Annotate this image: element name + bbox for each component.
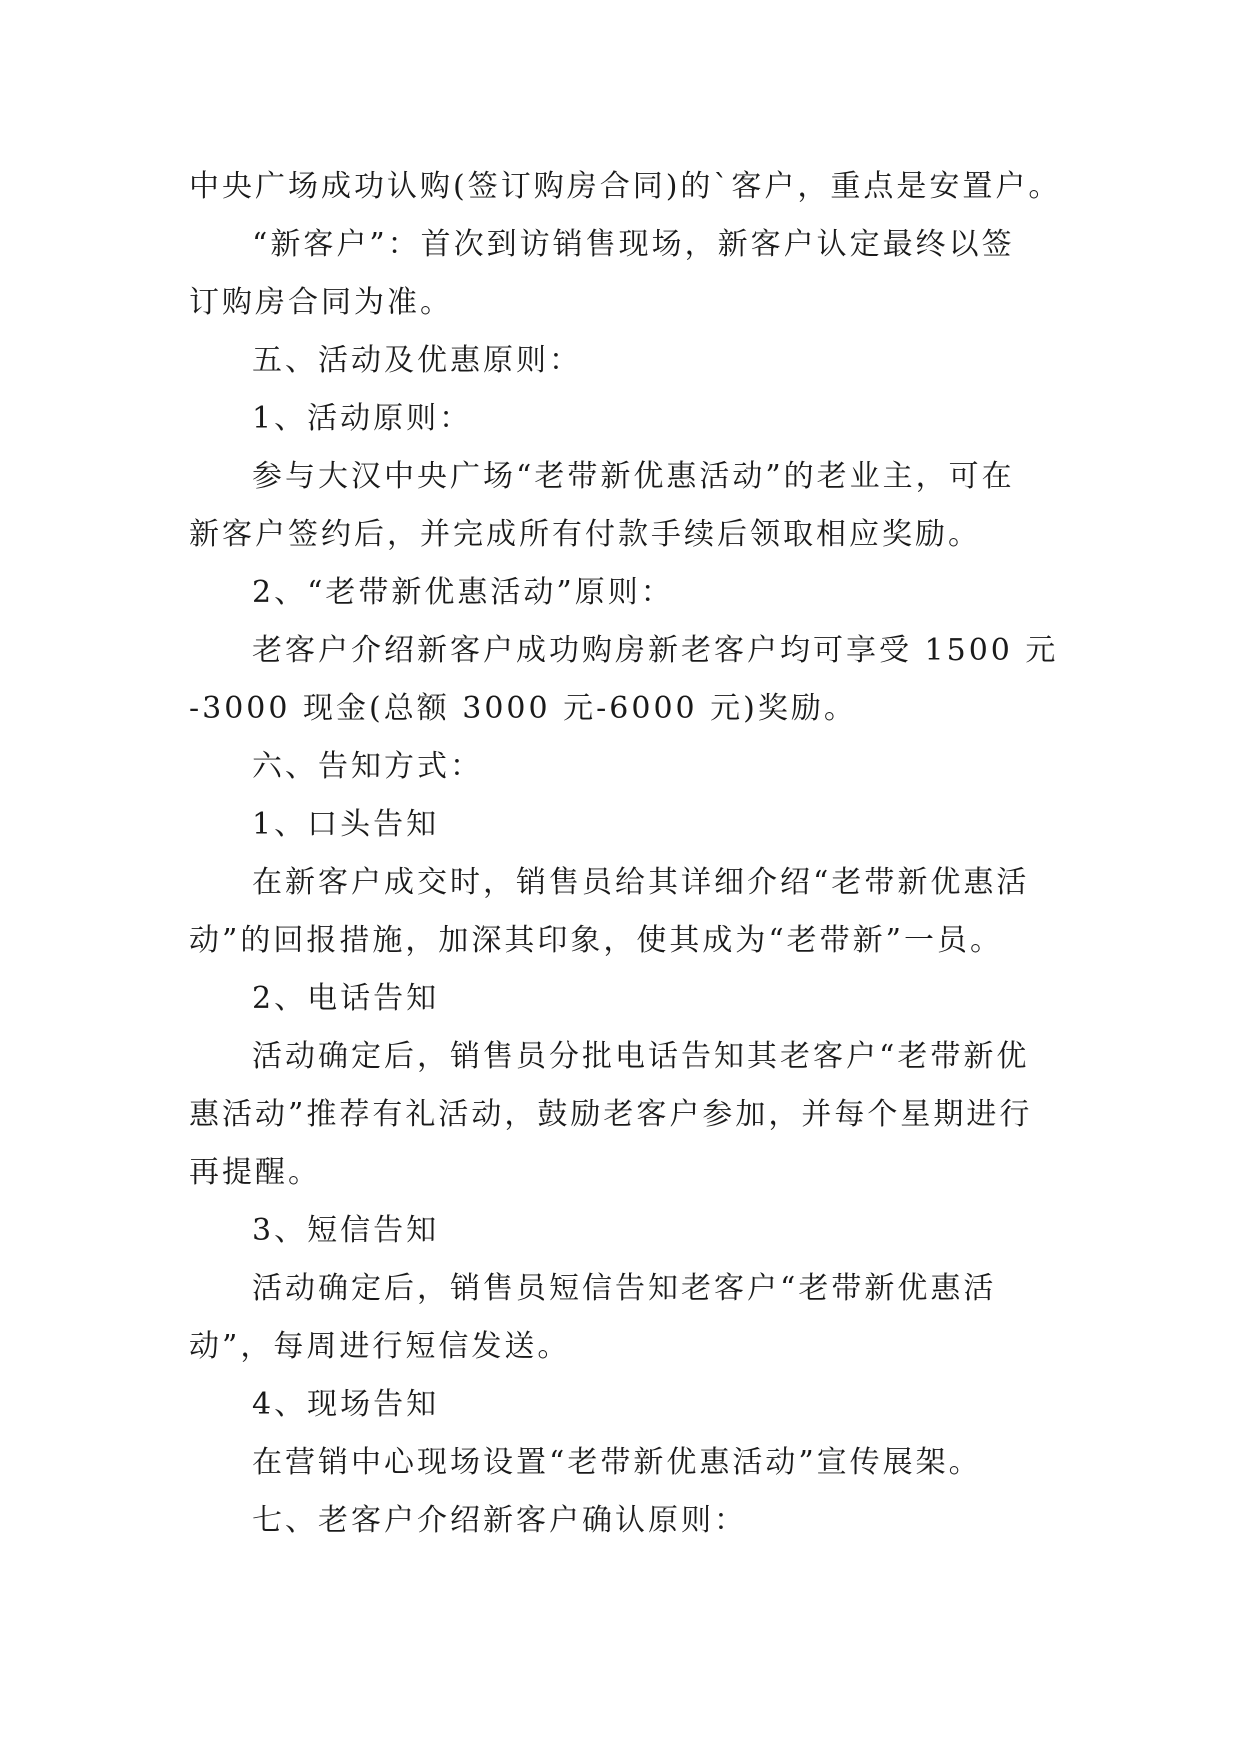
paragraph-line: 活动确定后，销售员短信告知老客户“老带新优惠活 xyxy=(252,1271,997,1306)
paragraph-line: 再提醒。 xyxy=(189,1155,321,1190)
subsection-heading: 1、活动原则： xyxy=(252,401,473,436)
paragraph-line: -3000 现金(总额 3000 元-6000 元)奖励。 xyxy=(189,691,857,726)
document-body xyxy=(189,158,1062,1550)
paragraph-line: 老客户介绍新客户成功购房新老客户均可享受 1500 元 xyxy=(252,633,1059,668)
paragraph-line: 惠活动”推荐有礼活动，鼓励老客户参加，并每个星期进行 xyxy=(189,1097,1033,1132)
subsection-heading: 3、短信告知 xyxy=(252,1213,440,1248)
paragraph-line: 新客户签约后，并完成所有付款手续后领取相应奖励。 xyxy=(189,517,981,552)
paragraph-line: 中央广场成功认购(签订购房合同)的`客户，重点是安置户。 xyxy=(189,169,1062,204)
subsection-heading: 2、“老带新优惠活动”原则： xyxy=(252,575,674,610)
paragraph-line: 在营销中心现场设置“老带新优惠活动”宣传展架。 xyxy=(252,1445,982,1480)
paragraph-line: 参与大汉中央广场“老带新优惠活动”的老业主，可在 xyxy=(252,459,1015,494)
section-heading: 七、老客户介绍新客户确认原则： xyxy=(252,1503,747,1538)
paragraph-line: 在新客户成交时，销售员给其详细介绍“老带新优惠活 xyxy=(252,865,1030,900)
subsection-heading: 2、电话告知 xyxy=(252,981,440,1016)
subsection-heading: 4、现场告知 xyxy=(252,1387,440,1422)
subsection-heading: 1、口头告知 xyxy=(252,807,440,842)
paragraph-line: “新客户”：首次到访销售现场，新客户认定最终以签 xyxy=(252,227,1015,262)
paragraph-line: 动”，每周进行短信发送。 xyxy=(189,1329,571,1364)
paragraph-line: 活动确定后，销售员分批电话告知其老客户“老带新优 xyxy=(252,1039,1030,1074)
section-heading: 六、告知方式： xyxy=(252,749,483,784)
paragraph-line: 动”的回报措施，加深其印象，使其成为“老带新”一员。 xyxy=(189,923,1004,958)
paragraph-line: 订购房合同为准。 xyxy=(189,285,453,320)
section-heading: 五、活动及优惠原则： xyxy=(252,343,582,378)
